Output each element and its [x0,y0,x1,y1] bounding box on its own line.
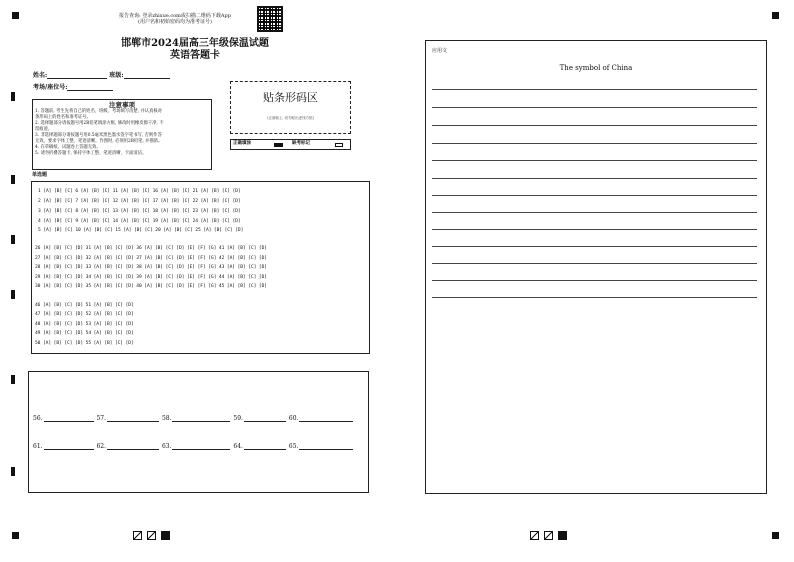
student-info [33,72,170,79]
page-mark [133,531,142,540]
corner-mark [772,12,779,19]
essay-title: The symbol of China [559,64,633,72]
mc-row[interactable]: 46 [A] [B] [C] [D] 51 [A] [B] [C] [D] [35,303,134,308]
blank-56[interactable] [44,421,94,422]
correct-fill-label: 正确填涂 [233,141,251,146]
absent-checkbox[interactable] [335,143,343,147]
timing-mark [11,92,15,101]
notes-line: 无效。要求字体工整、笔迹清晰。作图时, 必须用2B铅笔, 并描浓。 [35,139,163,144]
notes-line: 3. 非选择题部分请按题号用0.5毫米黑色墨水签字笔书写, 否则作答 [35,133,162,138]
mc-answer-area [31,181,370,354]
page-mark [558,531,567,540]
answer-sheet-title: 英语答题卡 [170,50,220,61]
mc-row[interactable]: 2 [A] [B] [C] 7 [A] [B] [C] 12 [A] [B] [C] 17 [A] [B] [C] 22 [A] [B] [C] [D] [38,199,241,204]
essay-line[interactable] [432,125,757,126]
blank-65[interactable] [299,449,353,450]
report-notice: 报告查询: 登录zhixue.com或扫描二维码下载App (用户名和初始密码均为准考证号) [119,13,231,25]
mc-row[interactable]: 30 [A] [B] [C] [D] 35 [A] [B] [C] [D] 40 [A] [B] [C] [D] [E] [F] [G] 45 [A] [B] [C] [D] [35,284,267,289]
essay-line[interactable] [432,280,757,281]
mc-section-label: 单选题 [32,172,48,178]
notes-line: 留痕迹。 [35,127,53,132]
essay-line[interactable] [432,229,757,230]
corner-mark [12,532,19,539]
timing-mark [11,467,15,476]
corner-mark [772,532,779,539]
timing-mark [11,375,15,384]
mc-row[interactable]: 48 [A] [B] [C] [D] 53 [A] [B] [C] [D] [35,322,134,327]
essay-line[interactable] [432,246,757,247]
mc-row[interactable]: 4 [A] [B] [C] 9 [A] [B] [C] 14 [A] [B] [C] 19 [A] [B] [C] 24 [A] [B] [C] [D] [38,219,241,224]
mc-row[interactable]: 29 [A] [B] [C] [D] 34 [A] [B] [C] [D] 39 [A] [B] [C] [D] [E] [F] [G] 44 [A] [B] [C] [D] [35,275,267,280]
corner-mark [12,12,19,19]
barcode-area [230,81,351,134]
mc-row[interactable]: 27 [A] [B] [C] [D] 32 [A] [B] [C] [D] 37 [A] [B] [C] [D] [E] [F] [G] 42 [A] [B] [C] [D] [35,256,267,261]
notes-line: 1. 答题前, 考生先将自己的姓名、班级、考场填写清楚, 并认真核对 [35,109,162,114]
essay-line[interactable] [432,143,757,144]
fill-row: 56. 57. 58. 59. 60. [33,415,354,422]
name-field[interactable] [47,78,107,79]
page-mark [161,531,170,540]
notes-line: 4. 在草稿纸、试题卷上答题无效。 [35,145,101,150]
blank-58[interactable] [172,421,230,422]
blank-57[interactable] [107,421,159,422]
notes-title: 注意事项 [109,101,135,109]
blank-63[interactable] [172,449,230,450]
page-mark [530,531,539,540]
blank-60[interactable] [299,421,353,422]
page-mark [147,531,156,540]
exam-seat-info [33,84,113,91]
notes-box [32,99,212,170]
mc-row[interactable]: 50 [A] [B] [C] [D] 55 [A] [B] [C] [D] [35,341,134,346]
essay-label: 应用文 [432,48,448,54]
essay-line[interactable] [432,263,757,264]
exam-seat-field[interactable] [67,90,113,91]
class-label: 班级: [109,72,124,79]
filled-box-icon [274,143,283,147]
notes-line: 5. 请勿折叠答题卡, 保持字体工整、笔迹清晰、卡面清洁。 [35,151,147,156]
name-label: 姓名: [33,72,48,79]
timing-mark [11,235,15,244]
essay-line[interactable] [432,89,757,90]
mc-row[interactable]: 1 [A] [B] [C] 6 [A] [B] [C] 11 [A] [B] [C] 16 [A] [B] [C] 21 [A] [B] [C] [D] [38,189,241,194]
essay-line[interactable] [432,195,757,196]
fill-row: 61. 62. 63. 64. 65. [33,443,354,450]
blank-62[interactable] [107,449,159,450]
notes-line: 条形码上的姓名和准考证号。 [35,115,91,120]
mc-row[interactable]: 5 [A] [B] [C] 10 [A] [B] [C] 15 [A] [B] [C] 20 [A] [B] [C] 25 [A] [B] [C] [D] [38,228,244,233]
blank-64[interactable] [244,449,286,450]
mc-row[interactable]: 26 [A] [B] [C] [D] 31 [A] [B] [C] [D] 36 [A] [B] [C] [D] [E] [F] [G] 41 [A] [B] [C] [D] [35,246,267,251]
qr-code [257,6,283,32]
essay-area [425,40,767,494]
timing-mark [11,175,15,184]
essay-line[interactable] [432,178,757,179]
mc-row[interactable]: 47 [A] [B] [C] [D] 52 [A] [B] [C] [D] [35,312,134,317]
mc-row[interactable]: 3 [A] [B] [C] 8 [A] [B] [C] 13 [A] [B] [C] 18 [A] [B] [C] 23 [A] [B] [C] [D] [38,209,241,214]
barcode-note: (正面朝上, 切勿贴出虚线方框) [267,116,314,120]
mc-row[interactable]: 49 [A] [B] [C] [D] 54 [A] [B] [C] [D] [35,331,134,336]
mc-row[interactable]: 28 [A] [B] [C] [D] 33 [A] [B] [C] [D] 38 [A] [B] [C] [D] [E] [F] [G] 43 [A] [B] [C] [D] [35,265,267,270]
exam-seat-label: 考场/座位号: [33,84,68,91]
essay-line[interactable] [432,212,757,213]
class-field[interactable] [124,78,170,79]
blank-59[interactable] [244,421,286,422]
exam-title: 邯郸市2024届高三年级保温试题 [121,38,269,49]
fill-in-area [28,371,369,493]
essay-line[interactable] [432,107,757,108]
absent-mark-label: 缺考标记 [292,141,310,146]
timing-mark [11,290,15,299]
page-mark [544,531,553,540]
essay-line[interactable] [432,160,757,161]
blank-61[interactable] [44,449,94,450]
notes-line: 2. 选择题部分请按题号用2B铅笔填涂方框, 修改时用橡皮擦干净, 不 [35,121,164,126]
essay-line[interactable] [432,297,757,298]
barcode-title: 贴条形码区 [263,91,318,104]
fill-example [230,139,351,150]
